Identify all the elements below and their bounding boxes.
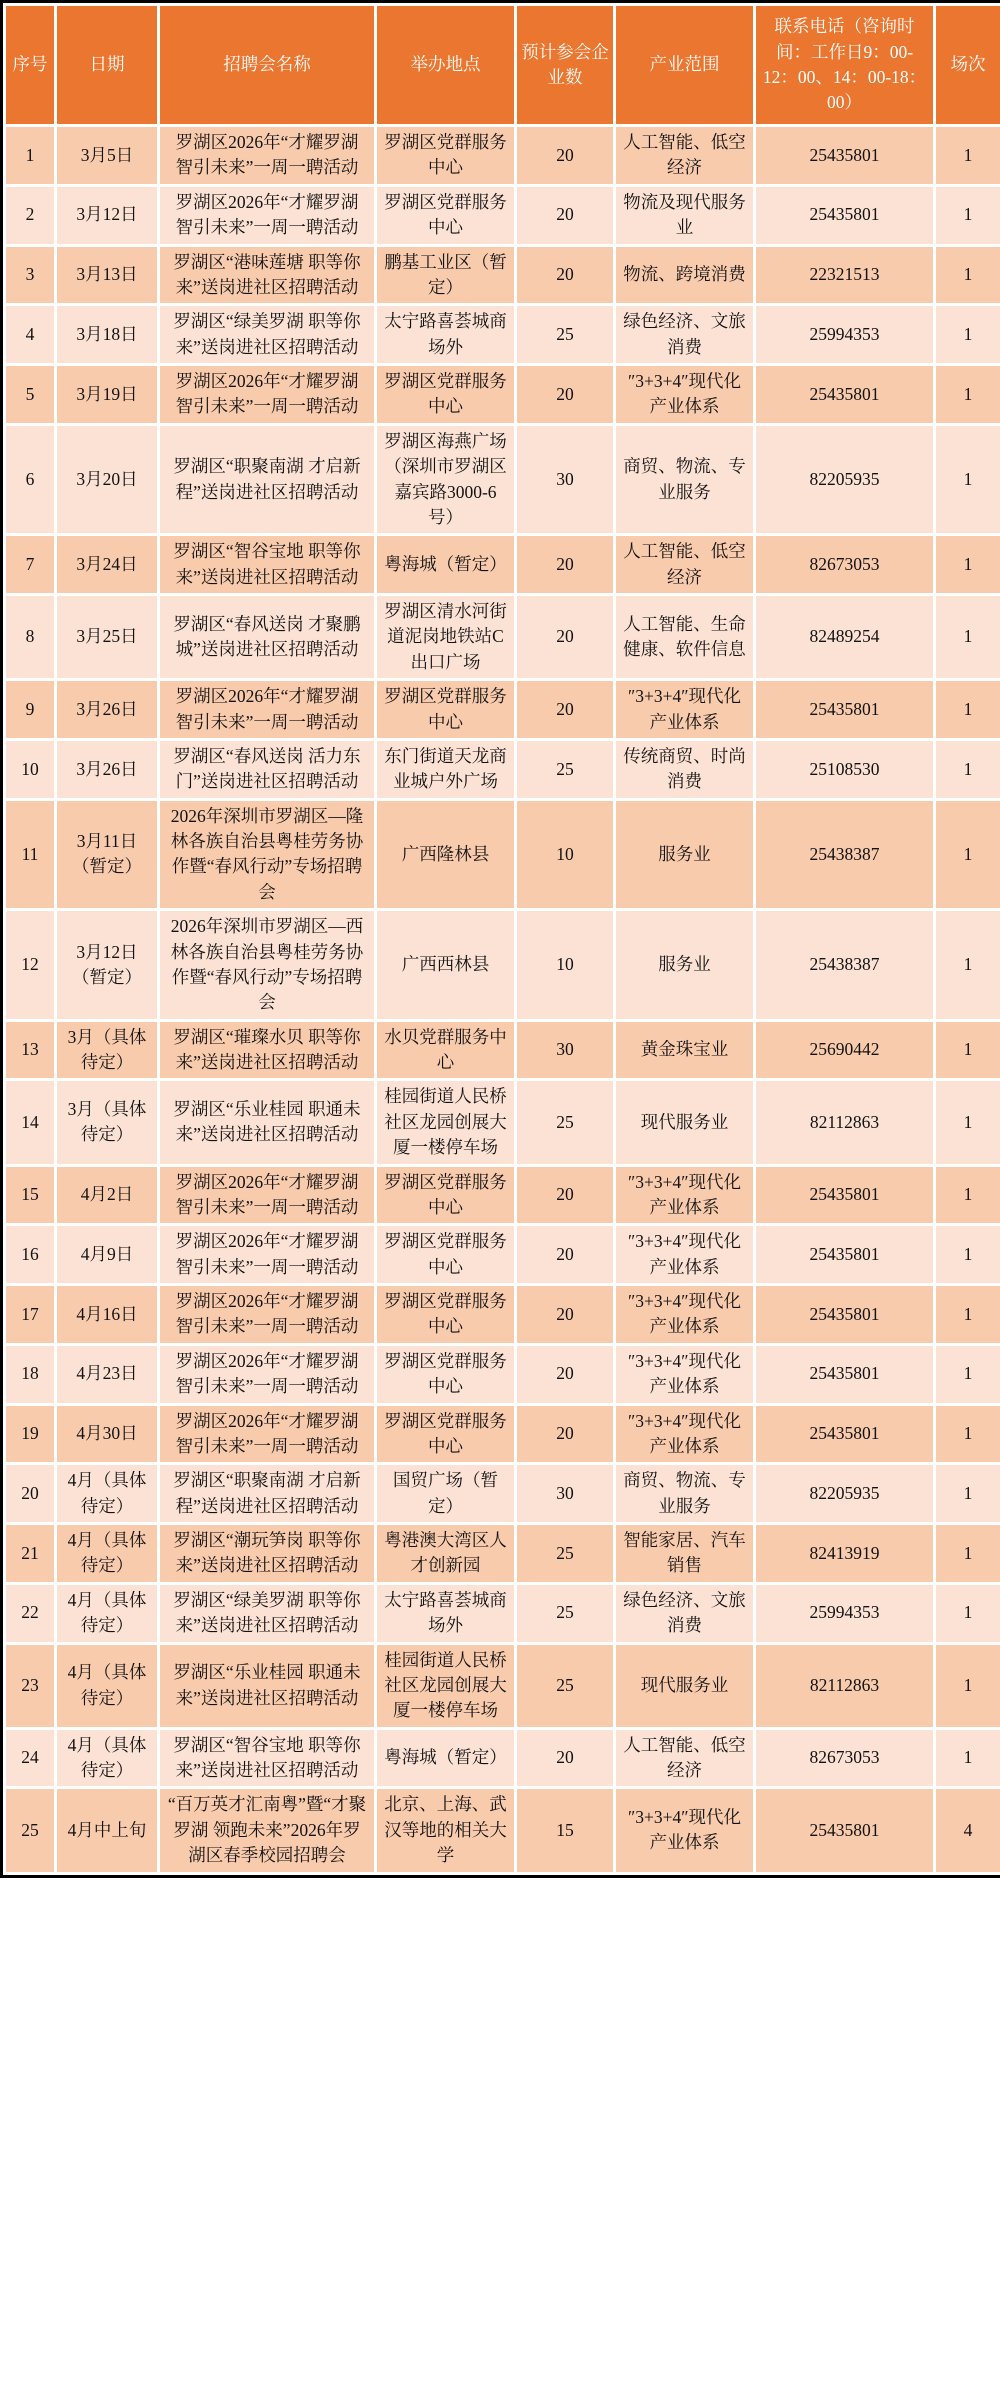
cell-venue: 东门街道天龙商业城户外广场: [377, 741, 514, 798]
table-row: [6, 1730, 1000, 1787]
cell-name: 罗湖区2026年“才耀罗湖 智引未来”一周一聘活动: [160, 681, 374, 738]
cell-phone: 82112863: [756, 1645, 933, 1727]
cell-industry: ″3+3+4″现代化产业体系: [616, 681, 753, 738]
cell-sessions: 1: [936, 681, 1000, 738]
cell-companies: 25: [517, 306, 613, 363]
table-row: [6, 1525, 1000, 1582]
table-body: [6, 127, 1000, 1872]
cell-sessions: 1: [936, 536, 1000, 593]
cell-date: 3月13日: [57, 247, 157, 304]
cell-companies: 15: [517, 1789, 613, 1871]
cell-name: 罗湖区2026年“才耀罗湖 智引未来”一周一聘活动: [160, 1286, 374, 1343]
table-row: [6, 127, 1000, 184]
cell-no: 24: [6, 1730, 54, 1787]
cell-industry: 物流、跨境消费: [616, 247, 753, 304]
cell-phone: 82205935: [756, 1465, 933, 1522]
cell-no: 3: [6, 247, 54, 304]
cell-industry: 商贸、物流、专业服务: [616, 1465, 753, 1522]
table-row: [6, 426, 1000, 534]
cell-phone: 25438387: [756, 911, 933, 1019]
cell-sessions: 1: [936, 127, 1000, 184]
cell-companies: 25: [517, 741, 613, 798]
table-row: [6, 366, 1000, 423]
column-header-name: 招聘会名称: [160, 6, 374, 124]
cell-phone: 25108530: [756, 741, 933, 798]
cell-sessions: 1: [936, 306, 1000, 363]
cell-date: 3月25日: [57, 596, 157, 678]
cell-phone: 82673053: [756, 1730, 933, 1787]
cell-no: 4: [6, 306, 54, 363]
cell-industry: 人工智能、低空经济: [616, 1730, 753, 1787]
cell-venue: 广西西林县: [377, 911, 514, 1019]
cell-no: 14: [6, 1081, 54, 1163]
cell-no: 18: [6, 1346, 54, 1403]
table-row: [6, 1406, 1000, 1463]
cell-companies: 20: [517, 366, 613, 423]
cell-name: 罗湖区2026年“才耀罗湖 智引未来”一周一聘活动: [160, 1346, 374, 1403]
cell-venue: 桂园街道人民桥社区龙园创展大厦一楼停车场: [377, 1081, 514, 1163]
cell-venue: 太宁路喜荟城商场外: [377, 306, 514, 363]
cell-sessions: 1: [936, 1226, 1000, 1283]
cell-phone: 25690442: [756, 1022, 933, 1079]
cell-name: 罗湖区“港味莲塘 职等你来”送岗进社区招聘活动: [160, 247, 374, 304]
cell-sessions: 1: [936, 1022, 1000, 1079]
cell-companies: 20: [517, 536, 613, 593]
cell-date: 4月9日: [57, 1226, 157, 1283]
cell-venue: 国贸广场（暂定）: [377, 1465, 514, 1522]
cell-venue: 粤海城（暂定）: [377, 536, 514, 593]
cell-companies: 30: [517, 1022, 613, 1079]
cell-industry: ″3+3+4″现代化产业体系: [616, 1789, 753, 1871]
cell-name: 罗湖区2026年“才耀罗湖 智引未来”一周一聘活动: [160, 366, 374, 423]
cell-companies: 25: [517, 1585, 613, 1642]
cell-companies: 20: [517, 1167, 613, 1224]
cell-phone: 82413919: [756, 1525, 933, 1582]
cell-no: 11: [6, 801, 54, 909]
cell-date: 4月2日: [57, 1167, 157, 1224]
cell-sessions: 1: [936, 426, 1000, 534]
cell-date: 4月23日: [57, 1346, 157, 1403]
cell-sessions: 1: [936, 801, 1000, 909]
cell-sessions: 4: [936, 1789, 1000, 1871]
cell-sessions: 1: [936, 1730, 1000, 1787]
cell-no: 2: [6, 187, 54, 244]
cell-date: 4月（具体待定）: [57, 1585, 157, 1642]
cell-venue: 罗湖区党群服务中心: [377, 1286, 514, 1343]
cell-no: 1: [6, 127, 54, 184]
cell-venue: 北京、上海、武汉等地的相关大学: [377, 1789, 514, 1871]
cell-name: 罗湖区“春风送岗 活力东门”送岗进社区招聘活动: [160, 741, 374, 798]
cell-companies: 20: [517, 1286, 613, 1343]
cell-phone: 25435801: [756, 1346, 933, 1403]
column-header-date: 日期: [57, 6, 157, 124]
cell-phone: 82112863: [756, 1081, 933, 1163]
cell-phone: 25435801: [756, 366, 933, 423]
cell-phone: 82205935: [756, 426, 933, 534]
cell-venue: 罗湖区海燕广场（深圳市罗湖区嘉宾路3000-6号）: [377, 426, 514, 534]
cell-venue: 罗湖区党群服务中心: [377, 1226, 514, 1283]
table-row: [6, 247, 1000, 304]
cell-industry: 商贸、物流、专业服务: [616, 426, 753, 534]
cell-date: 4月30日: [57, 1406, 157, 1463]
cell-date: 3月26日: [57, 681, 157, 738]
cell-sessions: 1: [936, 1081, 1000, 1163]
cell-venue: 罗湖区党群服务中心: [377, 681, 514, 738]
cell-companies: 20: [517, 1730, 613, 1787]
cell-phone: 22321513: [756, 247, 933, 304]
cell-phone: 25435801: [756, 187, 933, 244]
cell-phone: 25435801: [756, 1406, 933, 1463]
cell-date: 4月（具体待定）: [57, 1730, 157, 1787]
cell-name: 罗湖区“璀璨水贝 职等你来”送岗进社区招聘活动: [160, 1022, 374, 1079]
cell-no: 23: [6, 1645, 54, 1727]
cell-name: 罗湖区“潮玩笋岗 职等你来”送岗进社区招聘活动: [160, 1525, 374, 1582]
cell-companies: 20: [517, 1346, 613, 1403]
cell-name: 罗湖区“乐业桂园 职通未来”送岗进社区招聘活动: [160, 1645, 374, 1727]
cell-industry: 服务业: [616, 911, 753, 1019]
cell-phone: 25435801: [756, 1226, 933, 1283]
cell-venue: 罗湖区党群服务中心: [377, 187, 514, 244]
cell-industry: 现代服务业: [616, 1081, 753, 1163]
cell-no: 7: [6, 536, 54, 593]
cell-no: 15: [6, 1167, 54, 1224]
cell-venue: 罗湖区党群服务中心: [377, 1406, 514, 1463]
cell-name: 罗湖区“智谷宝地 职等你来”送岗进社区招聘活动: [160, 536, 374, 593]
cell-companies: 20: [517, 596, 613, 678]
cell-date: 3月26日: [57, 741, 157, 798]
cell-name: 罗湖区“绿美罗湖 职等你来”送岗进社区招聘活动: [160, 306, 374, 363]
cell-date: 4月16日: [57, 1286, 157, 1343]
cell-companies: 25: [517, 1645, 613, 1727]
cell-phone: 25438387: [756, 801, 933, 909]
table-row: [6, 1465, 1000, 1522]
cell-name: 罗湖区“职聚南湖 才启新程”送岗进社区招聘活动: [160, 426, 374, 534]
table-row: [6, 1346, 1000, 1403]
cell-industry: ″3+3+4″现代化产业体系: [616, 1226, 753, 1283]
table-row: [6, 1286, 1000, 1343]
column-header-phone: 联系电话（咨询时间：工作日9：00-12：00、14：00-18：00）: [756, 6, 933, 124]
cell-name: 罗湖区“智谷宝地 职等你来”送岗进社区招聘活动: [160, 1730, 374, 1787]
table-row: [6, 1645, 1000, 1727]
cell-sessions: 1: [936, 187, 1000, 244]
cell-venue: 罗湖区党群服务中心: [377, 366, 514, 423]
cell-sessions: 1: [936, 247, 1000, 304]
cell-companies: 20: [517, 247, 613, 304]
cell-phone: 25994353: [756, 1585, 933, 1642]
cell-venue: 粤港澳大湾区人才创新园: [377, 1525, 514, 1582]
cell-industry: 绿色经济、文旅消费: [616, 306, 753, 363]
cell-no: 9: [6, 681, 54, 738]
cell-industry: ″3+3+4″现代化产业体系: [616, 1406, 753, 1463]
cell-name: 罗湖区2026年“才耀罗湖 智引未来”一周一聘活动: [160, 1406, 374, 1463]
cell-sessions: 1: [936, 1525, 1000, 1582]
cell-industry: 现代服务业: [616, 1645, 753, 1727]
cell-phone: 25994353: [756, 306, 933, 363]
table-row: [6, 1081, 1000, 1163]
cell-companies: 20: [517, 1226, 613, 1283]
cell-venue: 罗湖区党群服务中心: [377, 1167, 514, 1224]
table-row: [6, 596, 1000, 678]
cell-no: 17: [6, 1286, 54, 1343]
cell-phone: 82489254: [756, 596, 933, 678]
cell-industry: 人工智能、生命健康、软件信息: [616, 596, 753, 678]
cell-companies: 20: [517, 187, 613, 244]
cell-name: 罗湖区“乐业桂园 职通未来”送岗进社区招聘活动: [160, 1081, 374, 1163]
cell-name: 罗湖区“职聚南湖 才启新程”送岗进社区招聘活动: [160, 1465, 374, 1522]
cell-no: 12: [6, 911, 54, 1019]
cell-phone: 25435801: [756, 1286, 933, 1343]
column-header-no: 序号: [6, 6, 54, 124]
cell-date: 3月24日: [57, 536, 157, 593]
table-row: [6, 306, 1000, 363]
cell-date: 3月12日（暂定）: [57, 911, 157, 1019]
table-row: [6, 1167, 1000, 1224]
cell-date: 3月11日（暂定）: [57, 801, 157, 909]
cell-name: 罗湖区“绿美罗湖 职等你来”送岗进社区招聘活动: [160, 1585, 374, 1642]
cell-industry: 服务业: [616, 801, 753, 909]
cell-companies: 10: [517, 911, 613, 1019]
cell-companies: 25: [517, 1525, 613, 1582]
cell-sessions: 1: [936, 596, 1000, 678]
cell-venue: 太宁路喜荟城商场外: [377, 1585, 514, 1642]
cell-name: 罗湖区“春风送岗 才聚鹏城”送岗进社区招聘活动: [160, 596, 374, 678]
cell-industry: ″3+3+4″现代化产业体系: [616, 1286, 753, 1343]
cell-companies: 30: [517, 426, 613, 534]
cell-venue: 粤海城（暂定）: [377, 1730, 514, 1787]
cell-venue: 罗湖区清水河街道泥岗地铁站C出口广场: [377, 596, 514, 678]
table-row: [6, 1226, 1000, 1283]
cell-companies: 20: [517, 681, 613, 738]
table-row: [6, 681, 1000, 738]
cell-sessions: 1: [936, 911, 1000, 1019]
cell-industry: ″3+3+4″现代化产业体系: [616, 1167, 753, 1224]
cell-no: 5: [6, 366, 54, 423]
column-header-companies: 预计参会企业数: [517, 6, 613, 124]
cell-industry: 人工智能、低空经济: [616, 127, 753, 184]
cell-sessions: 1: [936, 1346, 1000, 1403]
cell-no: 25: [6, 1789, 54, 1871]
column-header-industry: 产业范围: [616, 6, 753, 124]
header-row: [6, 6, 1000, 124]
cell-no: 13: [6, 1022, 54, 1079]
cell-date: 3月19日: [57, 366, 157, 423]
cell-name: 2026年深圳市罗湖区—隆林各族自治县粤桂劳务协作暨“春风行动”专场招聘会: [160, 801, 374, 909]
cell-industry: ″3+3+4″现代化产业体系: [616, 1346, 753, 1403]
cell-industry: 物流及现代服务业: [616, 187, 753, 244]
cell-sessions: 1: [936, 1465, 1000, 1522]
cell-phone: 25435801: [756, 681, 933, 738]
cell-date: 3月（具体待定）: [57, 1022, 157, 1079]
cell-phone: 82673053: [756, 536, 933, 593]
cell-name: 罗湖区2026年“才耀罗湖 智引未来”一周一聘活动: [160, 187, 374, 244]
cell-date: 3月5日: [57, 127, 157, 184]
cell-phone: 25435801: [756, 1167, 933, 1224]
cell-name: 罗湖区2026年“才耀罗湖 智引未来”一周一聘活动: [160, 1226, 374, 1283]
cell-no: 20: [6, 1465, 54, 1522]
cell-no: 19: [6, 1406, 54, 1463]
table-row: [6, 1022, 1000, 1079]
cell-venue: 罗湖区党群服务中心: [377, 1346, 514, 1403]
cell-no: 6: [6, 426, 54, 534]
cell-venue: 水贝党群服务中心: [377, 1022, 514, 1079]
table-row: [6, 801, 1000, 909]
cell-industry: 传统商贸、时尚消费: [616, 741, 753, 798]
cell-name: 2026年深圳市罗湖区—西林各族自治县粤桂劳务协作暨“春风行动”专场招聘会: [160, 911, 374, 1019]
table-row: [6, 187, 1000, 244]
cell-no: 10: [6, 741, 54, 798]
cell-no: 21: [6, 1525, 54, 1582]
table-header: [6, 6, 1000, 124]
cell-venue: 鹏基工业区（暂定）: [377, 247, 514, 304]
cell-industry: 黄金珠宝业: [616, 1022, 753, 1079]
cell-name: 罗湖区2026年“才耀罗湖 智引未来”一周一聘活动: [160, 127, 374, 184]
cell-sessions: 1: [936, 741, 1000, 798]
cell-sessions: 1: [936, 366, 1000, 423]
cell-industry: 绿色经济、文旅消费: [616, 1585, 753, 1642]
cell-sessions: 1: [936, 1645, 1000, 1727]
column-header-sessions: 场次: [936, 6, 1000, 124]
cell-date: 4月中上旬: [57, 1789, 157, 1871]
cell-venue: 广西隆林县: [377, 801, 514, 909]
cell-date: 3月18日: [57, 306, 157, 363]
cell-industry: ″3+3+4″现代化产业体系: [616, 366, 753, 423]
cell-companies: 20: [517, 127, 613, 184]
table-row: [6, 1585, 1000, 1642]
cell-industry: 人工智能、低空经济: [616, 536, 753, 593]
cell-sessions: 1: [936, 1286, 1000, 1343]
cell-venue: 桂园街道人民桥社区龙园创展大厦一楼停车场: [377, 1645, 514, 1727]
table-row: [6, 536, 1000, 593]
cell-venue: 罗湖区党群服务中心: [377, 127, 514, 184]
cell-date: 3月（具体待定）: [57, 1081, 157, 1163]
cell-industry: 智能家居、汽车销售: [616, 1525, 753, 1582]
cell-no: 22: [6, 1585, 54, 1642]
cell-date: 4月（具体待定）: [57, 1525, 157, 1582]
cell-companies: 20: [517, 1406, 613, 1463]
cell-companies: 10: [517, 801, 613, 909]
cell-date: 3月20日: [57, 426, 157, 534]
cell-no: 8: [6, 596, 54, 678]
cell-sessions: 1: [936, 1167, 1000, 1224]
table-row: [6, 741, 1000, 798]
column-header-venue: 举办地点: [377, 6, 514, 124]
cell-companies: 25: [517, 1081, 613, 1163]
cell-name: “百万英才汇南粤”暨“才聚罗湖 领跑未来”2026年罗湖区春季校园招聘会: [160, 1789, 374, 1871]
cell-sessions: 1: [936, 1406, 1000, 1463]
cell-date: 4月（具体待定）: [57, 1465, 157, 1522]
cell-no: 16: [6, 1226, 54, 1283]
cell-phone: 25435801: [756, 127, 933, 184]
cell-date: 3月12日: [57, 187, 157, 244]
cell-companies: 30: [517, 1465, 613, 1522]
cell-name: 罗湖区2026年“才耀罗湖 智引未来”一周一聘活动: [160, 1167, 374, 1224]
table-row: [6, 911, 1000, 1019]
table-row: [6, 1789, 1000, 1871]
cell-phone: 25435801: [756, 1789, 933, 1871]
cell-sessions: 1: [936, 1585, 1000, 1642]
cell-date: 4月（具体待定）: [57, 1645, 157, 1727]
